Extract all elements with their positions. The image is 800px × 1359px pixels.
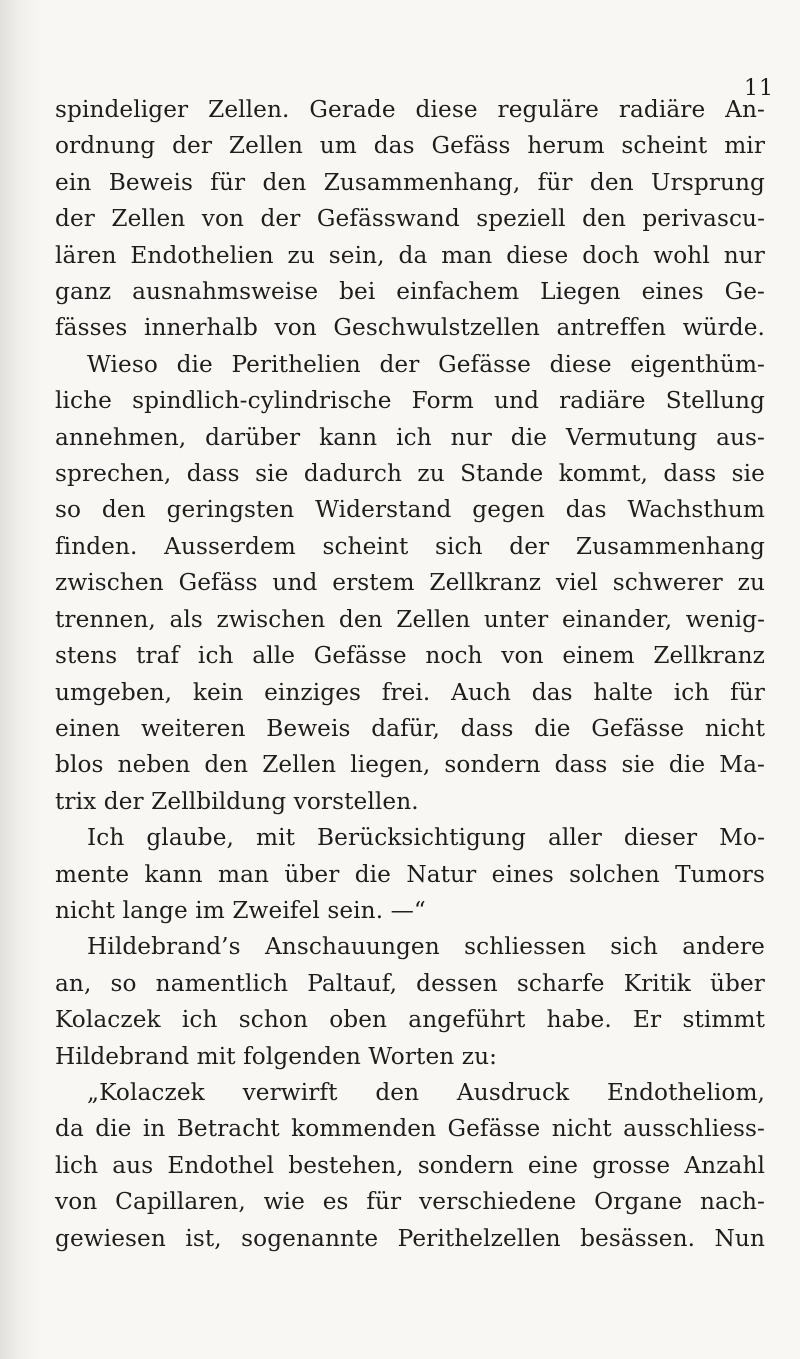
text-line: sprechen, dass sie dadurch zu Stande kommt, dass sie xyxy=(55,460,765,488)
text-line: an, so namentlich Paltauf, dessen scharfe Kritik über xyxy=(55,969,765,997)
text-line: Hildebrand’s Anschauungen schliessen sich andere xyxy=(87,933,765,961)
text-line: annehmen, darüber kann ich nur die Vermutung aus- xyxy=(55,423,765,451)
text-line: spindeliger Zellen. Gerade diese reguläre radiäre An- xyxy=(55,96,765,123)
text-line: so den geringsten Widerstand gegen das Wachsthum xyxy=(55,496,765,524)
paragraph-5 xyxy=(55,1075,765,1257)
page-number: 11 xyxy=(744,76,774,101)
text-line: blos neben den Zellen liegen, sondern dass sie die Ma- xyxy=(55,751,765,779)
text-line: da die in Betracht kommenden Gefässe nicht ausschliess- xyxy=(55,1115,765,1143)
text-line: fässes innerhalb von Geschwulstzellen antreffen würde. xyxy=(55,314,765,342)
text-line: von Capillaren, wie es für verschiedene Organe nach- xyxy=(55,1188,765,1216)
text-line: der Zellen von der Gefässwand speziell den perivascu- xyxy=(55,205,765,233)
text-line: lich aus Endothel bestehen, sondern eine grosse Anzahl xyxy=(55,1151,765,1179)
text-line: finden. Ausserdem scheint sich der Zusammenhang xyxy=(55,532,765,560)
text-line: Ich glaube, mit Berücksichtigung aller dieser Mo- xyxy=(87,824,765,852)
text-line: Wieso die Perithelien der Gefässe diese eigenthüm- xyxy=(87,350,765,378)
paragraph-3 xyxy=(55,820,765,929)
text-line: Hildebrand mit folgenden Worten zu: xyxy=(55,1042,498,1070)
text-line: nicht lange im Zweifel sein. —“ xyxy=(55,896,426,924)
text-line: einen weiteren Beweis dafür, dass die Gefässe nicht xyxy=(55,714,765,742)
text-line: gewiesen ist, sogenannte Perithelzellen besässen. Nun xyxy=(55,1224,765,1252)
text-line: trennen, als zwischen den Zellen unter einander, wenig- xyxy=(55,605,765,633)
body-text xyxy=(55,92,765,1257)
text-line: „Kolaczek verwirft den Ausdruck Endotheliom, xyxy=(87,1078,765,1106)
text-line: ganz ausnahmsweise bei einfachem Liegen eines Ge- xyxy=(55,278,765,306)
text-line: liche spindlich-cylindrische Form und radiäre Stellung xyxy=(55,387,765,415)
text-line: zwischen Gefäss und erstem Zellkranz viel schwerer zu xyxy=(55,569,765,597)
paragraph-4 xyxy=(55,929,765,1075)
paragraph-1 xyxy=(55,92,765,347)
text-line: ordnung der Zellen um das Gefäss herum scheint mir xyxy=(55,132,765,160)
text-line: ein Beweis für den Zusammenhang, für den Ursprung xyxy=(55,168,765,196)
text-line: Kolaczek ich schon oben angeführt habe. Er stimmt xyxy=(55,1006,765,1034)
text-line: umgeben, kein einziges frei. Auch das halte ich für xyxy=(55,678,765,706)
text-line: lären Endothelien zu sein, da man diese doch wohl nur xyxy=(55,241,765,269)
text-line: trix der Zellbildung vorstellen. xyxy=(55,787,419,815)
text-line: stens traf ich alle Gefässe noch von einem Zellkranz xyxy=(55,642,765,670)
paragraph-2 xyxy=(55,347,765,820)
text-line: mente kann man über die Natur eines solchen Tumors xyxy=(55,860,765,888)
